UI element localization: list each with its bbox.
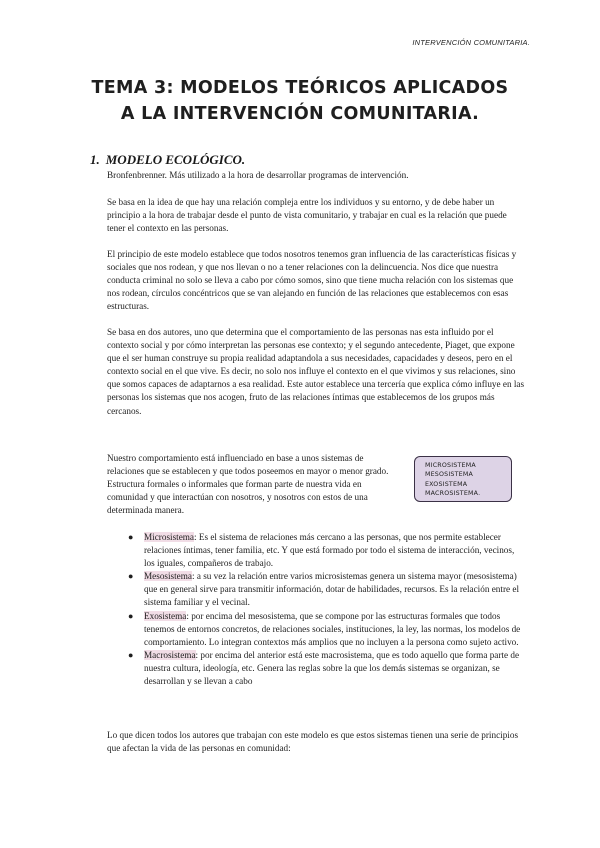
term-description: : por encima del anterior está este macrosistema, que es todo aquello que forma parte de nuestra cultura, ideología, etc. Genera las reglas sobre la que los demás sistemas se organizan, se desarrollan y se llevan a cabo [144,649,520,687]
section-heading [90,152,245,168]
term-highlight: Mesosistema [144,571,192,582]
running-header: INTERVENCIÓN COMUNITARIA. [412,38,530,47]
term-description: : por encima del mesosistema, que se compone por las estructuras formales que todos tenemos de entornos concretos, de relaciones sociales, instituciones, la ley, las normas, los modelos de comportamiento. Lo integran contextos más amplios que no incluyen a la persona como sujeto activo. [144,610,521,647]
paragraph-conclusion: Lo que dicen todos los autores que trabajan con este modelo es que estos sistemas tienen una serie de principios que afectan la vida de las personas en comunidad: [107,730,519,754]
list-item [128,531,525,570]
term-highlight: Microsistema [144,532,195,542]
systems-box-item: MESOSISTEMA [425,471,473,479]
section-number: 1. [90,152,100,167]
section-title: MODELO ECOLÓGICO. [105,152,246,167]
paragraph-principle: El principio de este modelo establece que todos nosotros tenemos gran influencia de las características físicas y sociales que nos rodean, y que nos llevan o no a tener relaciones con la delincuencia. Nos dice que nuestra conducta criminal no solo se lleva a cabo por cómo somos, sino que tiene mucha relación con los sistemas que nos rodean, círculos concéntricos que se van alejando en función de las relaciones que establecemos con esas estructuras. [107,249,517,312]
systems-box-item: MICROSISTEMA [425,462,476,469]
systems-box [414,456,512,502]
bullet-icon: ● [128,610,134,621]
bullet-icon: ● [128,532,134,542]
paragraph-behaviour: Nuestro comportamiento está influenciado en base a unos sistemas de relaciones que se establecen y que todos poseemos en mayor o menor grado. Estructura formales o informales que forman parte de nuestra vida en comunidad y que interactúan con nosotros, y nosotros con estos de una determinada manera. [107,453,389,516]
term-description: : Es el sistema de relaciones más cercano a las personas, que nos permite establecer relaciones íntimas, tener familia, etc. Y que está formado por todo el sistema de interacción, vecinos, los iguales, compañeros de trabajo. [144,532,515,569]
systems-list [128,531,525,688]
systems-box-item: MACROSISTEMA. [425,490,481,498]
paragraph-basis: Se basa en la idea de que hay una relación compleja entre los individuos y su entorno, y de debe haber un principio a la hora de trabajar desde el punto de vista comunitario, y trabajar en cual es la relación que puede tener el contexto en las personas. [107,197,507,234]
paragraph-authors: Se basa en dos autores, uno que determina que el comportamiento de las personas nas esta influido por el contexto social y por cómo interpretan las personas ese contexto; y el segundo antecedente, Piaget, que expone que el ser human construye su propia realidad adaptandola a sus necesidades, capacidades y deseos, pero en el contexto social en el que vive. Es decir, no solo nos influye el contexto en el que vivimos y sus relaciones, sino que somos capaces de adaptarnos a esa realidad. Este autor establece una tercería que explica cómo influye en las personas los sistemas que nos acogen, fruto de las relaciones íntimas que establecemos de los grupos más cercanos. [107,327,525,416]
bullet-icon: ● [128,571,134,582]
term-highlight: Macrosistema [144,649,196,660]
bullet-icon: ● [128,649,134,660]
title-line-2: A LA INTERVENCIÓN COMUNITARIA. [120,104,480,124]
title-line-1: TEMA 3: MODELOS TEÓRICOS APLICADOS [91,78,509,98]
list-item [128,570,525,609]
systems-box-item: EXOSISTEMA [425,480,468,488]
term-highlight: Exosistema [144,610,187,621]
list-item [128,649,525,688]
term-description: : a su vez la relación entre varios microsistemas genera un sistema mayor (mesosistema) que en general sirve para transmitir información, dotar de habilidades, recursos. Es la relación entre el sistema familiar y el vecinal. [144,571,520,608]
list-item [128,610,525,649]
paragraph-author: Bronfenbrenner. Más utilizado a la hora de desarrollar programas de intervención. [107,170,409,180]
page-title [60,75,540,127]
